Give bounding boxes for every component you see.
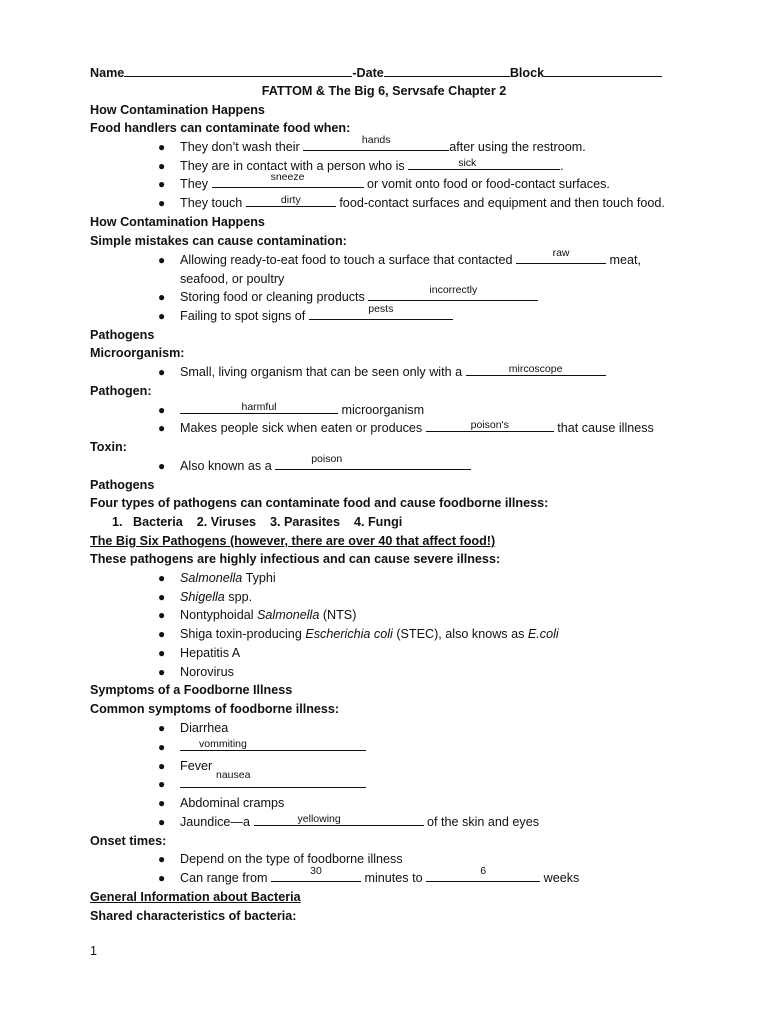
handwritten-answer: incorrectly (429, 284, 478, 296)
list-item: Depend on the type of foodborne illness (180, 852, 403, 866)
bullet-icon: ● (158, 777, 166, 791)
list-item (180, 769, 366, 793)
bullet-icon: ● (158, 871, 166, 885)
bullet-icon: ● (158, 590, 166, 604)
section-heading: Onset times: (90, 834, 167, 848)
handwritten-answer: pests (368, 303, 394, 315)
bullet-icon: ● (158, 796, 166, 810)
bullet-icon: ● (158, 646, 166, 660)
list-item: harmful microorganism (180, 402, 424, 419)
section-subheading: Simple mistakes can cause contamination: (90, 234, 347, 248)
bullet-icon: ● (158, 290, 166, 304)
list-item: Shiga toxin-producing Escherichia coli (STEC), also knows as E.coli (180, 627, 559, 641)
handwritten-answer: yellowing (297, 813, 341, 825)
section-subheading: Shared characteristics of bacteria: (90, 909, 297, 923)
answer-blank[interactable] (212, 171, 364, 188)
list-item: Shigella spp. (180, 590, 253, 604)
answer-blank[interactable] (368, 284, 538, 301)
bullet-icon: ● (158, 196, 166, 210)
bullet-icon: ● (158, 140, 166, 154)
handwritten-answer: harmful (241, 401, 277, 413)
handwritten-answer: sneeze (270, 171, 305, 183)
list-item: They touch dirty food-contact surfaces and equipment and then touch food. (180, 194, 665, 210)
section-heading: Symptoms of a Foodborne Illness (90, 683, 293, 697)
answer-blank[interactable] (275, 453, 471, 470)
list-item-continuation: seafood, or poultry (180, 272, 285, 286)
answer-blank[interactable] (271, 865, 361, 882)
section-subheading: Four types of pathogens can contaminate food and cause foodborne illness: (90, 496, 549, 510)
section-subheading: These pathogens are highly infectious and can cause severe illness: (90, 552, 501, 566)
answer-blank[interactable] (408, 158, 560, 170)
answer-blank[interactable] (180, 739, 366, 751)
pathogen-types-list: 1. Bacteria 2. Viruses 3. Parasites 4. Fungi (112, 515, 403, 529)
list-item: They don’t wash their hands after using the restroom. (180, 134, 586, 154)
list-item: Salmonella Typhi (180, 571, 276, 585)
handwritten-answer: dirty (280, 194, 301, 206)
list-item: Norovirus (180, 665, 234, 679)
section-heading: How Contamination Happens (90, 215, 265, 229)
bullet-icon: ● (158, 665, 166, 679)
list-item: Small, living organism that can be seen only with a mircoscope (180, 364, 606, 381)
list-item: Also known as a poison (180, 458, 471, 475)
list-item: They sneeze or vomit onto food or food-contact surfaces. (180, 171, 610, 191)
bullet-icon: ● (158, 253, 166, 267)
list-item: Allowing ready-to-eat food to touch a surface that contacted raw meat, (180, 247, 642, 267)
list-item: Can range from 30 minutes to 6 weeks (180, 865, 580, 885)
section-subheading: Common symptoms of foodborne illness: (90, 702, 340, 716)
section-heading: The Big Six Pathogens (however, there are over 40 that affect food!) (90, 534, 496, 548)
term-label: Pathogen: (90, 384, 152, 398)
answer-blank[interactable] (303, 134, 449, 151)
handwritten-answer: sick (458, 157, 477, 169)
list-item: They are in contact with a person who is sick . (180, 157, 564, 173)
handwritten-answer: 6 (480, 865, 487, 877)
bullet-icon: ● (158, 309, 166, 323)
answer-blank[interactable] (516, 247, 606, 264)
list-item (180, 739, 366, 756)
list-item: Hepatitis A (180, 646, 241, 660)
bullet-icon: ● (158, 852, 166, 866)
bullet-icon: ● (158, 459, 166, 473)
answer-blank[interactable] (466, 364, 606, 376)
section-subheading: Food handlers can contaminate food when: (90, 121, 351, 135)
answer-blank[interactable] (180, 402, 338, 414)
handwritten-answer: nausea (216, 769, 251, 781)
answer-blank[interactable] (254, 814, 424, 826)
bullet-icon: ● (158, 759, 166, 773)
answer-blank[interactable] (246, 195, 336, 207)
name-field[interactable] (124, 65, 352, 77)
bullet-icon: ● (158, 571, 166, 585)
bullet-icon: ● (158, 627, 166, 641)
term-label: Microorganism: (90, 346, 185, 360)
handwritten-answer: poison (311, 453, 343, 465)
answer-blank[interactable] (426, 420, 554, 432)
list-item: Failing to spot signs of pests (180, 308, 453, 325)
bullet-icon: ● (158, 608, 166, 622)
list-item: Diarrhea (180, 721, 229, 735)
list-item: Makes people sick when eaten or produces poison's that cause illness (180, 419, 654, 435)
bullet-icon: ● (158, 159, 166, 173)
answer-blank[interactable] (180, 769, 366, 788)
bullet-icon: ● (158, 177, 166, 191)
answer-blank[interactable] (426, 865, 540, 882)
page-number: 1 (90, 944, 98, 958)
section-heading: Pathogens (90, 328, 155, 342)
list-item: Abdominal cramps (180, 796, 285, 810)
bullet-icon: ● (158, 815, 166, 829)
bullet-icon: ● (158, 721, 166, 735)
bullet-icon: ● (158, 421, 166, 435)
handwritten-answer: mircoscope (508, 363, 563, 375)
page-title: FATTOM & The Big 6, Servsafe Chapter 2 (261, 84, 507, 98)
list-item: Fever (180, 759, 213, 773)
term-label: Toxin: (90, 440, 127, 454)
list-item: Storing food or cleaning products incorrectly (180, 289, 538, 306)
handwritten-answer: hands (361, 134, 391, 146)
handwritten-answer: poison's (470, 419, 509, 431)
name-label: Name (90, 66, 125, 80)
date-field[interactable] (384, 65, 510, 77)
bullet-icon: ● (158, 403, 166, 417)
section-heading: Pathogens (90, 478, 155, 492)
bullet-icon: ● (158, 365, 166, 379)
list-item: Jaundice—a yellowing of the skin and eyes (180, 813, 540, 829)
header-line (90, 65, 662, 82)
list-item: Nontyphoidal Salmonella (NTS) (180, 608, 357, 622)
handwritten-answer: raw (552, 247, 570, 259)
block-label: Block (509, 66, 545, 80)
block-field[interactable] (544, 65, 662, 77)
section-heading: How Contamination Happens (90, 103, 265, 117)
date-label: -Date (352, 66, 384, 80)
bullet-icon: ● (158, 740, 166, 754)
answer-blank[interactable] (309, 303, 453, 320)
handwritten-answer: vommiting (199, 738, 247, 750)
handwritten-answer: 30 (310, 865, 322, 877)
section-heading: General Information about Bacteria (90, 890, 301, 904)
